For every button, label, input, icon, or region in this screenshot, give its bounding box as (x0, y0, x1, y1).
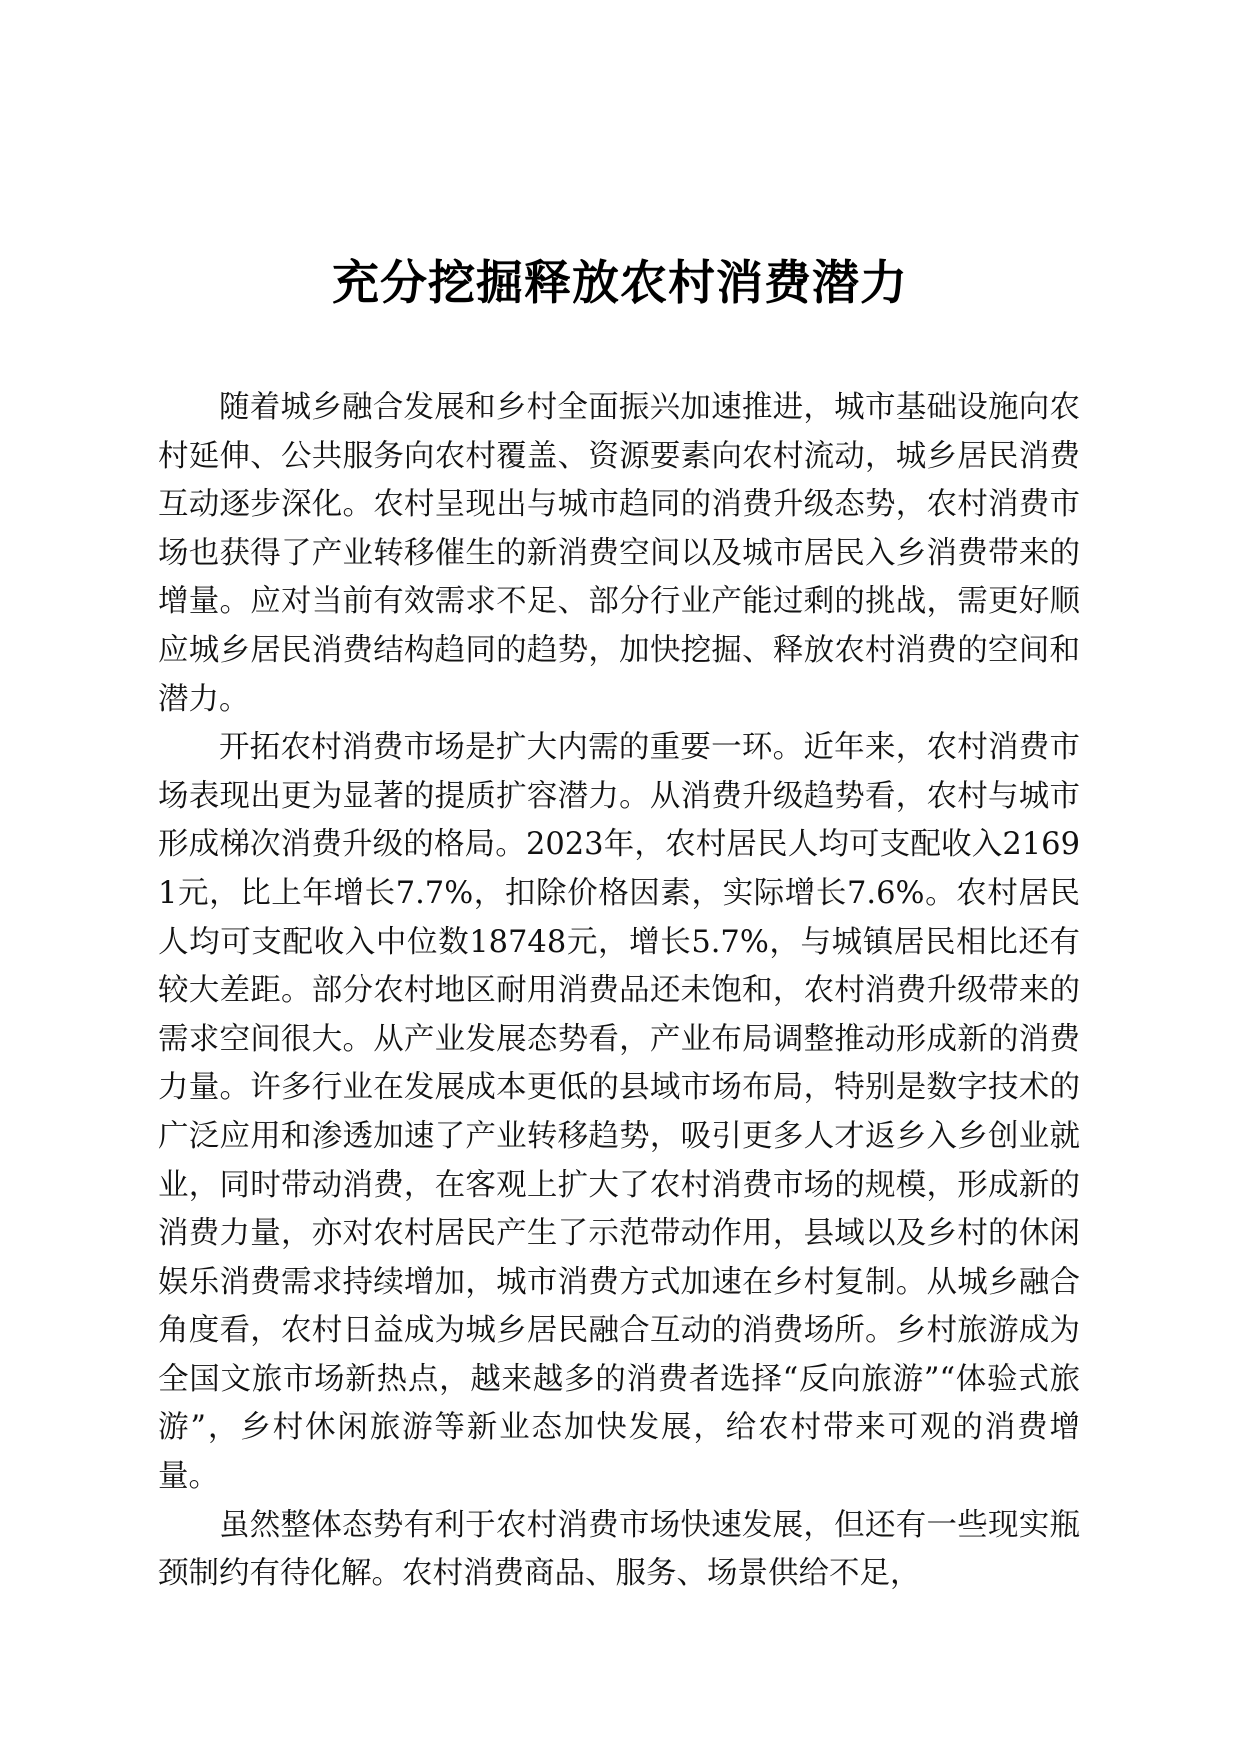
document-body (158, 384, 1080, 1599)
paragraph-2: 开拓农村消费市场是扩大内需的重要一环。近年来，农村消费市场表现出更为显著的提质扩容潜力。从消费升级趋势看，农村与城市形成梯次消费升级的格局。2023年，农村居民人均可支配收入21691元，比上年增长7.7%，扣除价格因素，实际增长7.6%。农村居民人均可支配收入中位数18748元，增长5.7%，与城镇居民相比还有较大差距。部分农村地区耐用消费品还未饱和，农村消费升级带来的需求空间很大。从产业发展态势看，产业布局调整推动形成新的消费力量。许多行业在发展成本更低的县域市场布局，特别是数字技术的广泛应用和渗透加速了产业转移趋势，吸引更多人才返乡入乡创业就业，同时带动消费，在客观上扩大了农村消费市场的规模，形成新的消费力量，亦对农村居民产生了示范带动作用，县域以及乡村的休闲娱乐消费需求持续增加，城市消费方式加速在乡村复制。从城乡融合角度看，农村日益成为城乡居民融合互动的消费场所。乡村旅游成为全国文旅市场新热点，越来越多的消费者选择“反向旅游”“体验式旅游”，乡村休闲旅游等新业态加快发展，给农村带来可观的消费增量。 (158, 730, 1080, 1495)
paragraph-1: 随着城乡融合发展和乡村全面振兴加速推进，城市基础设施向农村延伸、公共服务向农村覆盖、资源要素向农村流动，城乡居民消费互动逐步深化。农村呈现出与城市趋同的消费升级态势，农村消费市场也获得了产业转移催生的新消费空间以及城市居民入乡消费带来的增量。应对当前有效需求不足、部分行业产能过剩的挑战，需更好顺应城乡居民消费结构趋同的趋势，加快挖掘、释放农村消费的空间和潜力。 (158, 390, 1080, 717)
paragraph-3: 虽然整体态势有利于农村消费市场快速发展，但还有一些现实瓶颈制约有待化解。农村消费商品、服务、场景供给不足， (158, 1507, 1080, 1592)
document-title: 充分挖掘释放农村消费潜力 (332, 256, 908, 311)
